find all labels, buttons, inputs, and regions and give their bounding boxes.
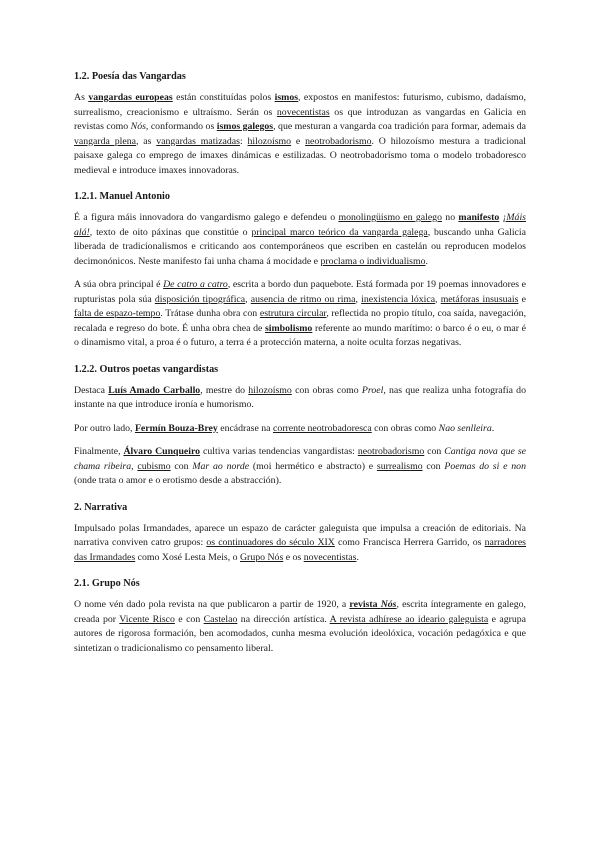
paragraph-gap [74,269,526,278]
text-run: . [491,422,495,434]
text-run: cultiva varias tendencias vangardistas: [200,446,358,457]
emphasized-term: hilozoísmo [248,384,292,396]
heading-gap [74,591,526,598]
emphasized-term: Grupo Nós [239,551,284,563]
paragraph-gap [74,436,526,445]
text-run: como Francisca Herrera Garrido, os [334,537,485,548]
emphasized-term: manifesto [458,212,500,223]
paragraph-gap [74,413,526,422]
text-run: con obras como [371,422,439,434]
section-gap [74,489,526,501]
paragraph [74,422,526,437]
emphasized-term: A revista adhírese ao ideario galeguista [329,613,489,625]
text-run: : [239,135,248,147]
text-run: e [518,293,526,305]
text-run: , [245,293,251,305]
section-heading: 1.2.2. Outros poetas vangardistas [74,363,219,375]
heading-gap [74,515,526,522]
text-run: , [131,460,138,472]
text-run: , [355,293,362,305]
emphasized-term: proclama o individualismo [320,255,426,267]
emphasized-term: novecentistas [276,106,330,118]
emphasized-term: neotrobadorismo [305,135,372,147]
section-heading: 2.1. Grupo Nós [74,578,140,589]
emphasized-term: Luís Amado Carballo [108,384,201,396]
text-run: Poemas do si e non [444,460,526,472]
heading-gap [74,204,526,211]
text-run: As [74,92,89,103]
text-run: Proel [361,384,384,396]
emphasized-term: De catro a catro [163,279,228,290]
text-run: , texto de oito páxinas que constitúe o [89,226,252,238]
text-run: . [356,551,359,563]
text-run: É a figura máis innovadora do vangardismo galego e defendeu o [74,212,339,223]
text-run: Impulsado polas Irmandades, aparece un espazo de carácter galeguista que impulsa a creación de editoriais. Na narrativa conviven catro grupos: [74,522,526,548]
emphasized-term: vangardas europeas [88,92,173,103]
emphasized-term: inexistencia lóxica [361,293,436,305]
emphasized-term: estrutura circular [259,308,327,319]
text-run: , as [135,135,157,147]
emphasized-term: os continuadores do século XIX [206,537,335,548]
text-run: Destaca [74,384,109,396]
text-run: , escrita a bordo dun paquebote. Está formada por 19 poemas innovadores e rupturistas pola súa [74,279,526,305]
emphasized-term: cubismo [137,460,171,472]
text-run: e con [174,613,204,625]
paragraph [74,445,526,489]
emphasized-term: neotrobadorismo [357,446,425,457]
text-run: Cantiga nova que se chama ribeira [74,446,526,472]
emphasized-term: Álvaro Cunqueiro [123,446,201,457]
section-heading: 2. Narrativa [74,501,128,513]
text-run: , escrita íntegramente en galego, creada por [74,599,526,625]
document-body [74,70,526,656]
text-run: con [170,460,193,472]
text-run: como Xosé Lesta Meis, o [135,551,240,563]
paragraph [74,384,526,413]
emphasized-term: ausencia de ritmo ou rima [250,293,356,305]
emphasized-term: hilozoísmo [247,135,292,147]
section-heading: 1.2. Poesía das Vangardas [74,71,186,82]
text-run: Nao senlleira [438,422,492,434]
text-run: con [424,446,445,457]
emphasized-term: revista [349,599,381,610]
text-run: (moi hermético e abstracto) e [249,460,377,472]
text-run: con obras como [291,384,362,396]
emphasized-term: Nós [380,599,397,610]
emphasized-term: falta de espazo-tempo [74,308,161,319]
text-run: , conformando os [145,121,217,132]
emphasized-term: vangardas matizadas [156,135,240,147]
text-run: Por outro lado, [74,422,135,434]
heading-gap [74,377,526,384]
text-run: encádrase na [217,422,273,434]
text-run: , que mesturan a vangarda coa tradición para formar, ademais da [273,121,527,132]
text-run: Mar ao norde [192,460,250,472]
text-run: e agrupa autores de rigorosa formación, ben acomodados, cunha mesma evolución ideolóxica, vocación pedagóxica e que sintetizan o tradicionalismo co pensamento liberal. [74,613,527,654]
emphasized-term: ¡Máis alá! [74,212,526,238]
section-gap [74,351,526,363]
emphasized-term: metáforas insusuais [440,293,519,305]
text-run: . O hilozoísmo mestura a tradicional paisaxe galega co emprego de imaxes dinámicas e estilizadas. O neotrobadorismo toma o modelo trobadoresco medieval e introduce imaxes innovadoras. [74,135,526,176]
paragraph [74,598,526,656]
text-run: con [422,460,445,472]
emphasized-term: monolingüismo en galego [338,212,442,223]
section-heading: 1.2.1. Manuel Antonio [74,191,170,202]
emphasized-term: Fermín Bouza-Brey [134,422,218,434]
text-run: están constituídas polos [172,92,275,103]
text-run: , [435,293,441,305]
emphasized-term: ismos [274,92,299,103]
paragraph [74,91,526,178]
text-run: e [291,135,306,147]
text-run: na dirección artística. [237,613,330,625]
text-run: (onde trata o amor e o erotismo desde a abstracción). [74,475,282,486]
text-run: . [425,255,428,267]
emphasized-term: narradores das Irmandades [74,537,526,563]
text-run: os que introduzan as vangardas en Galicia en revistas como [74,106,527,132]
paragraph [74,278,526,351]
paragraph [74,211,526,269]
emphasized-term: vangarda plena [74,135,136,147]
emphasized-term: surrealismo [376,460,423,472]
text-run: Finalmente, [74,446,124,457]
text-run: e os [283,551,304,563]
text-run: , expostos en manifestos: futurismo, cubismo, dadaísmo, surrealismo, creacionismo e ultraísmo. Serán os [74,92,527,118]
text-run: referente ao mundo marítimo: o barco é o eu, o mar é o dinamismo vital, a proa é o futuro, a terra é a protección materna, a noite oculta forzas negativas. [74,322,526,348]
text-run: . Trátase dunha obra con [160,308,260,319]
emphasized-term: corrente neotrobadoresca [272,422,372,434]
section-gap [74,178,526,190]
text-run: , reflectida no propio título, coa saída, navegación, recalada e regreso do bote. É unha obra chea de [74,308,527,334]
text-run: no [441,212,459,223]
emphasized-term: Castelao [203,613,238,625]
text-run: A súa obra principal é [74,279,164,290]
section-gap [74,565,526,577]
emphasized-term: novecentistas [303,551,357,563]
emphasized-term: simbolismo [264,322,313,334]
emphasized-term: ismos galegos [216,121,274,132]
heading-gap [74,84,526,91]
text-run: Nós [130,121,146,132]
emphasized-term: disposición tipográfica [154,293,246,305]
emphasized-term: principal marco teórico da vangarda galega [251,226,428,238]
text-run: O nome vén dado pola revista na que publicaron a partir de 1920, a [74,599,350,610]
text-run: , mestre do [200,384,249,396]
emphasized-term: Vicente Risco [119,613,175,625]
paragraph [74,522,526,566]
text-run: , nas que realiza unha fotografía do instante na que introduce ironía e humorismo. [74,384,526,410]
text-run: , buscando unha Galicia liberada de tradicionalismos e criticando aos contemporáneos que escriben en castelán ou reproducen modelos decimonónicos. Neste manifesto fai unha chama á mocidade e [74,226,526,267]
